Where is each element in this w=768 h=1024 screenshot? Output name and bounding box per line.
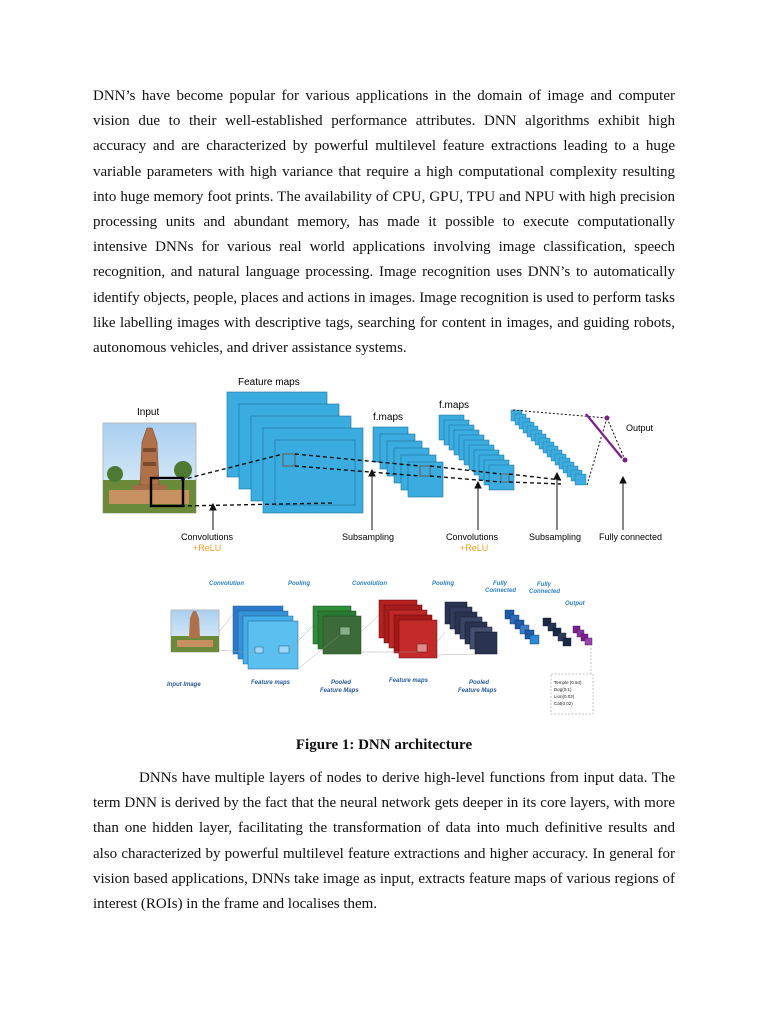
stage-convolutions-2: Convolutions bbox=[446, 532, 499, 542]
input-label: Input bbox=[137, 407, 160, 418]
class-score-3: Lion(0.02) bbox=[554, 694, 575, 699]
output-stack bbox=[573, 626, 592, 645]
figure-caption: Figure 1: DNN architecture bbox=[295, 737, 473, 753]
class-score-2: Dog(0.1) bbox=[554, 687, 572, 692]
class-score-1: Temple (0.94) bbox=[554, 680, 582, 685]
header-fully-connected-1a: Fully bbox=[493, 581, 508, 587]
label-pooled-2a: Pooled bbox=[469, 680, 490, 686]
stage-relu-2: +ReLU bbox=[460, 543, 489, 553]
output-label: Output bbox=[626, 423, 654, 433]
header-convolution-2: Convolution bbox=[352, 581, 387, 587]
feature-maps-stack-2 bbox=[373, 427, 443, 497]
conv1-stack bbox=[233, 606, 298, 669]
stage-relu-1: +ReLU bbox=[193, 543, 222, 553]
class-score-4: Cat(0.02) bbox=[554, 701, 573, 706]
header-fully-connected-2b: Connected bbox=[529, 589, 561, 595]
dnn-architecture-figure bbox=[95, 370, 685, 730]
feature-maps-label: Feature maps bbox=[238, 377, 300, 388]
stage-fully-connected: Fully connected bbox=[599, 532, 663, 542]
feature-maps-stack-4 bbox=[511, 410, 586, 485]
pool1-stack bbox=[313, 606, 361, 654]
label-pooled-2b: Feature Maps bbox=[458, 688, 497, 694]
label-pooled-1a: Pooled bbox=[331, 680, 352, 686]
input-image-small bbox=[171, 610, 219, 652]
feature-maps-stack-1 bbox=[227, 392, 363, 513]
header-fully-connected-2a: Fully bbox=[537, 582, 552, 588]
conv2-stack bbox=[379, 600, 437, 658]
feature-maps-stack-3 bbox=[439, 415, 514, 490]
body-paragraph-text: DNNs have multiple layers of nodes to derive high-level functions from input data. The term DNN is derived by the fact that the neural network gets deeper in its core layers, with more than one hidden layer, facilitating the transformation of data into much definitive results and also characterized by powerful multilevel feature extractions and higher accuracy. In general for vision based applications, DNNs take image as input, extracts feature maps of various regions of interest (ROIs) in the frame and localises them. bbox=[93, 770, 675, 913]
fmaps-label-2: f.maps bbox=[439, 400, 470, 411]
input-image bbox=[103, 423, 196, 513]
class-scores-box bbox=[551, 648, 593, 714]
header-pooling-1: Pooling bbox=[288, 581, 310, 587]
label-pooled-1b: Feature Maps bbox=[320, 688, 359, 694]
intro-paragraph: DNN’s have become popular for various applications in the domain of image and computer vision due to their well-established performance attributes. DNN algorithms exhibit high accuracy and are characterized by powerful multilevel feature extractions leading to a huge variable parameters with high variance that require a high computational complexity resulting into huge memory foot prints. The availability of CPU, GPU, TPU and NPU with high precision processing units and abundant memory, has made it possible to execute computationally intensive DNNs for various real world applications involving image classification, speech recognition, and natural language processing. Image recognition uses DNN’s to automatically identify objects, people, places and actions in images. Image recognition is used to perform tasks like labelling images with descriptive tags, searching for content in images, and guiding robots, autonomous vehicles, and driver assistance systems. bbox=[93, 88, 675, 357]
stage-convolutions-1: Convolutions bbox=[181, 532, 234, 542]
header-pooling-2: Pooling bbox=[432, 581, 454, 587]
header-fully-connected-1b: Connected bbox=[485, 588, 517, 594]
fc2-stack bbox=[543, 618, 571, 646]
stage-subsampling-2: Subsampling bbox=[529, 532, 582, 542]
header-convolution-1: Convolution bbox=[209, 581, 244, 587]
body-paragraph bbox=[93, 766, 675, 917]
stage-subsampling-1: Subsampling bbox=[342, 532, 395, 542]
fully-connected-layer bbox=[586, 414, 628, 463]
fc1-stack bbox=[505, 610, 539, 644]
dnn-diagram bbox=[95, 370, 685, 730]
label-feature-maps-1: Feature maps bbox=[251, 680, 291, 686]
label-feature-maps-2: Feature maps bbox=[389, 678, 429, 684]
header-output: Output bbox=[565, 601, 585, 607]
pool2-stack bbox=[445, 602, 497, 654]
fmaps-label-1: f.maps bbox=[373, 412, 404, 423]
label-input-image: Input Image bbox=[167, 682, 201, 688]
